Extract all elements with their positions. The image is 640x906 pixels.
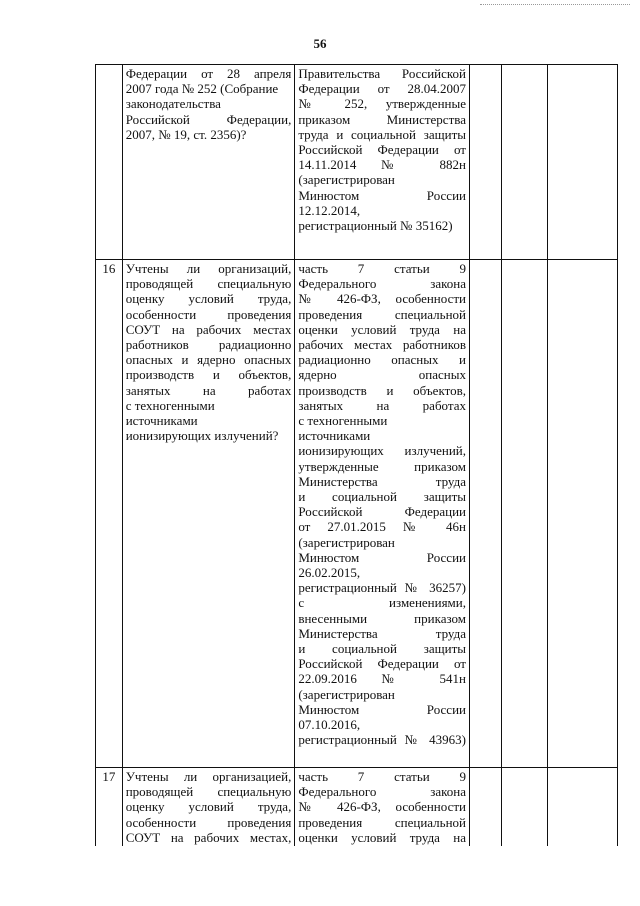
reference-line: (зарегистрирован — [298, 172, 395, 188]
question-line: работников радиационно — [125, 337, 292, 353]
reference-line: Министерства труда — [298, 473, 466, 489]
question-line: с техногенными — [125, 397, 215, 413]
question-line: проводящей специальную — [125, 276, 292, 292]
reference-cell — [295, 65, 470, 260]
reference-line: с техногенными — [298, 413, 388, 429]
reference-line: ионизирующих излучений, — [298, 443, 466, 459]
reference-line: 26.02.2015, — [298, 565, 361, 581]
question-line: проводящей специальную — [125, 784, 292, 800]
reference-line: регистрационный № 43963) — [298, 732, 466, 748]
reference-line: производств и объектов, — [298, 382, 466, 398]
reference-line: часть 7 статьи 9 — [298, 261, 466, 276]
reference-line: 12.12.2014, — [298, 202, 361, 218]
row-number: 17 — [96, 768, 123, 868]
row-number — [96, 65, 123, 260]
reference-line: Правительства Российской — [298, 66, 466, 81]
question-line: Учтены ли организаций, — [125, 261, 292, 276]
question-cell — [122, 260, 295, 768]
empty-cell — [548, 260, 618, 768]
reference-line: 22.09.2016 № 541н — [298, 671, 466, 687]
reference-line: утвержденные приказом — [298, 458, 466, 474]
question-line: источниками — [125, 413, 198, 429]
question-line: 2007 года № 252 (Собрание — [125, 81, 279, 97]
reference-line: от 27.01.2015 № 46н — [298, 519, 466, 535]
reference-line: с изменениями, — [298, 595, 466, 611]
reference-line: регистрационный № 36257) — [298, 580, 466, 596]
reference-line: Минюстом России — [298, 701, 466, 717]
empty-cell — [470, 65, 502, 260]
reference-line: Российской Федерации — [298, 504, 466, 520]
empty-cell — [501, 260, 547, 768]
question-line: опасных и ядерно опасных — [125, 352, 292, 368]
question-line: 2007, № 19, ст. 2356)? — [125, 126, 247, 142]
table-row — [96, 65, 618, 260]
question-line: ионизирующих излучений? — [125, 428, 279, 444]
table-row — [96, 260, 618, 768]
reference-line: и социальной защиты — [298, 489, 466, 505]
reference-line: № 426-ФЗ, особенности — [298, 291, 466, 307]
question-line: оценку условий труда, — [125, 291, 292, 307]
question-line: СОУТ на рабочих местах — [125, 321, 292, 337]
question-line: Российской Федерации, — [125, 111, 292, 127]
reference-line: оценки условий труда на — [298, 321, 466, 337]
reference-line: Федерального закона — [298, 276, 466, 292]
reference-line: источниками — [298, 428, 371, 444]
reference-line: Федерации от 28.04.2007 — [298, 81, 466, 97]
checklist-table — [95, 64, 618, 868]
question-line: Федерации от 28 апреля — [125, 66, 292, 81]
header-rule — [480, 4, 630, 5]
reference-line: (зарегистрирован — [298, 686, 395, 702]
reference-line: № 252, утвержденные — [298, 96, 466, 112]
reference-line: оценки условий труда на — [298, 829, 466, 845]
reference-line: ядерно опасных — [298, 367, 466, 383]
question-cell — [122, 65, 295, 260]
reference-line: 07.10.2016, — [298, 717, 361, 733]
reference-line: Минюстом России — [298, 549, 466, 565]
reference-line: Российской Федерации от — [298, 656, 466, 672]
reference-line: труда и социальной защиты — [298, 126, 466, 142]
row-number: 16 — [96, 260, 123, 768]
page-bottom-margin — [0, 846, 640, 906]
reference-line: Министерства труда — [298, 625, 466, 641]
question-line: особенности проведения — [125, 814, 292, 830]
page-number: 56 — [313, 36, 327, 51]
empty-cell — [548, 65, 618, 260]
question-line: производств и объектов, — [125, 367, 292, 383]
reference-cell — [295, 260, 470, 768]
reference-line: часть 7 статьи 9 — [298, 769, 466, 784]
reference-line: рабочих местах работников — [298, 337, 466, 353]
reference-line: и социальной защиты — [298, 641, 466, 657]
empty-cell — [470, 260, 502, 768]
empty-cell — [501, 65, 547, 260]
reference-line: занятых на работах — [298, 397, 466, 413]
reference-line: приказом Министерства — [298, 111, 466, 127]
reference-line: Минюстом России — [298, 187, 466, 203]
question-line: особенности проведения — [125, 306, 292, 322]
question-line: занятых на работах — [125, 382, 292, 398]
reference-line: № 426-ФЗ, особенности — [298, 799, 466, 815]
reference-line: проведения специальной — [298, 814, 466, 830]
reference-line: регистрационный № 35162) — [298, 218, 453, 234]
question-line: законодательства — [125, 96, 221, 112]
reference-line: внесенными приказом — [298, 610, 466, 626]
reference-line: Федерального закона — [298, 784, 466, 800]
question-line: Учтены ли организацией, — [125, 769, 292, 784]
question-line: оценку условий труда, — [125, 799, 292, 815]
reference-line: (зарегистрирован — [298, 534, 395, 550]
reference-line: радиационно опасных и — [298, 352, 466, 368]
question-line: СОУТ на рабочих местах, — [125, 829, 292, 845]
reference-line: проведения специальной — [298, 306, 466, 322]
reference-line: Российской Федерации от — [298, 142, 466, 158]
reference-line: 14.11.2014 № 882н — [298, 157, 466, 173]
